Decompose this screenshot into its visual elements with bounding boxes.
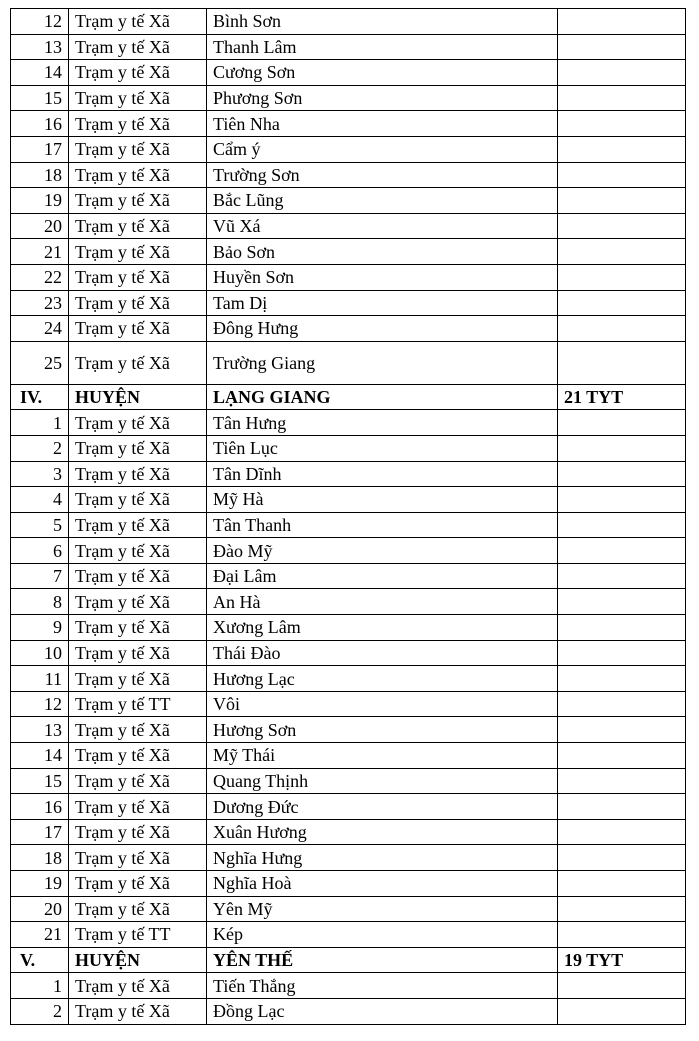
commune-name: Kép [207,922,558,948]
district-station-count: 21 TYT [558,384,686,410]
table-row [11,589,686,615]
row-number: 3 [11,461,69,487]
table-row [11,435,686,461]
table-body [11,9,686,1025]
row-number: 1 [11,973,69,999]
table-row [11,896,686,922]
row-number: 5 [11,512,69,538]
table-row [11,717,686,743]
empty-count-cell [558,896,686,922]
empty-count-cell [558,341,686,384]
commune-name: Trường Sơn [207,162,558,188]
table-row [11,264,686,290]
district-header-row [11,384,686,410]
commune-name: Xuân Hương [207,819,558,845]
table-row [11,316,686,342]
station-type: Trạm y tế Xã [69,640,207,666]
table-row [11,768,686,794]
station-type: Trạm y tế Xã [69,136,207,162]
commune-name: Thanh Lâm [207,34,558,60]
station-type: Trạm y tế Xã [69,563,207,589]
commune-name: Bình Sơn [207,9,558,35]
station-type: Trạm y tế Xã [69,410,207,436]
table-row [11,538,686,564]
empty-count-cell [558,487,686,513]
row-number: 25 [11,341,69,384]
commune-name: Tiên Nha [207,111,558,137]
row-number: 17 [11,136,69,162]
row-number: 18 [11,845,69,871]
empty-count-cell [558,973,686,999]
station-type: Trạm y tế Xã [69,60,207,86]
row-number: 19 [11,871,69,897]
commune-name: Dương Đức [207,794,558,820]
table-row [11,9,686,35]
station-type: Trạm y tế Xã [69,162,207,188]
empty-count-cell [558,9,686,35]
commune-name: Đại Lâm [207,563,558,589]
empty-count-cell [558,563,686,589]
row-number: 13 [11,717,69,743]
empty-count-cell [558,188,686,214]
table-row [11,290,686,316]
empty-count-cell [558,794,686,820]
row-number: 23 [11,290,69,316]
commune-name: Phương Sơn [207,85,558,111]
commune-name: Bắc Lũng [207,188,558,214]
empty-count-cell [558,85,686,111]
table-row [11,563,686,589]
district-number: IV. [11,384,69,410]
row-number: 7 [11,563,69,589]
district-station-count: 19 TYT [558,947,686,973]
station-type: Trạm y tế Xã [69,538,207,564]
row-number: 13 [11,34,69,60]
station-type: Trạm y tế Xã [69,896,207,922]
table-row [11,111,686,137]
table-row [11,743,686,769]
commune-name: Đào Mỹ [207,538,558,564]
row-number: 2 [11,998,69,1024]
table-row [11,461,686,487]
empty-count-cell [558,213,686,239]
table-row [11,794,686,820]
empty-count-cell [558,717,686,743]
station-type: Trạm y tế Xã [69,589,207,615]
table-row [11,85,686,111]
row-number: 6 [11,538,69,564]
station-type: Trạm y tế Xã [69,34,207,60]
table-row [11,640,686,666]
commune-name: Cẩm ý [207,136,558,162]
station-type: Trạm y tế Xã [69,435,207,461]
row-number: 18 [11,162,69,188]
table-row [11,691,686,717]
empty-count-cell [558,136,686,162]
station-type: Trạm y tế Xã [69,743,207,769]
table-row [11,512,686,538]
table-row [11,615,686,641]
empty-count-cell [558,239,686,265]
district-name: YÊN THẾ [207,947,558,973]
commune-name: Huyền Sơn [207,264,558,290]
station-type: Trạm y tế Xã [69,9,207,35]
empty-count-cell [558,615,686,641]
station-type: Trạm y tế Xã [69,188,207,214]
empty-count-cell [558,666,686,692]
row-number: 2 [11,435,69,461]
commune-name: Đồng Lạc [207,998,558,1024]
empty-count-cell [558,512,686,538]
row-number: 8 [11,589,69,615]
empty-count-cell [558,538,686,564]
commune-name: Tiến Thắng [207,973,558,999]
table-row [11,60,686,86]
commune-name: Quang Thịnh [207,768,558,794]
station-type: Trạm y tế TT [69,691,207,717]
commune-name: Tân Hưng [207,410,558,436]
commune-name: Hương Lạc [207,666,558,692]
station-type: Trạm y tế Xã [69,973,207,999]
empty-count-cell [558,264,686,290]
commune-name: Thái Đào [207,640,558,666]
health-station-table [10,8,686,1025]
table-row [11,666,686,692]
empty-count-cell [558,111,686,137]
row-number: 20 [11,213,69,239]
row-number: 14 [11,60,69,86]
row-number: 15 [11,85,69,111]
commune-name: Cương Sơn [207,60,558,86]
district-label: HUYỆN [69,947,207,973]
station-type: Trạm y tế Xã [69,819,207,845]
station-type: Trạm y tế Xã [69,461,207,487]
table-row [11,34,686,60]
empty-count-cell [558,819,686,845]
station-type: Trạm y tế Xã [69,487,207,513]
station-type: Trạm y tế Xã [69,512,207,538]
empty-count-cell [558,316,686,342]
row-number: 20 [11,896,69,922]
station-type: Trạm y tế Xã [69,239,207,265]
table-row [11,188,686,214]
empty-count-cell [558,589,686,615]
commune-name: Nghĩa Hoà [207,871,558,897]
table-row [11,871,686,897]
table-row [11,162,686,188]
commune-name: Tân Dĩnh [207,461,558,487]
commune-name: Nghĩa Hưng [207,845,558,871]
table-row [11,239,686,265]
station-type: Trạm y tế Xã [69,768,207,794]
empty-count-cell [558,461,686,487]
station-type: Trạm y tế Xã [69,666,207,692]
station-type: Trạm y tế Xã [69,871,207,897]
station-type: Trạm y tế Xã [69,111,207,137]
table-row [11,487,686,513]
commune-name: Đông Hưng [207,316,558,342]
station-type: Trạm y tế Xã [69,845,207,871]
row-number: 24 [11,316,69,342]
station-type: Trạm y tế Xã [69,85,207,111]
row-number: 9 [11,615,69,641]
commune-name: Xương Lâm [207,615,558,641]
row-number: 10 [11,640,69,666]
table-row [11,922,686,948]
row-number: 19 [11,188,69,214]
station-type: Trạm y tế Xã [69,615,207,641]
commune-name: Tam Dị [207,290,558,316]
table-row [11,973,686,999]
station-type: Trạm y tế TT [69,922,207,948]
commune-name: Tân Thanh [207,512,558,538]
row-number: 17 [11,819,69,845]
row-number: 21 [11,922,69,948]
empty-count-cell [558,998,686,1024]
empty-count-cell [558,743,686,769]
table-row [11,845,686,871]
row-number: 16 [11,111,69,137]
row-number: 21 [11,239,69,265]
commune-name: Tiên Lục [207,435,558,461]
station-type: Trạm y tế Xã [69,264,207,290]
table-row [11,410,686,436]
row-number: 12 [11,691,69,717]
empty-count-cell [558,162,686,188]
station-type: Trạm y tế Xã [69,717,207,743]
empty-count-cell [558,34,686,60]
table-row [11,136,686,162]
table-row [11,819,686,845]
district-name: LẠNG GIANG [207,384,558,410]
row-number: 11 [11,666,69,692]
row-number: 15 [11,768,69,794]
commune-name: Hương Sơn [207,717,558,743]
commune-name: An Hà [207,589,558,615]
commune-name: Vũ Xá [207,213,558,239]
station-type: Trạm y tế Xã [69,290,207,316]
empty-count-cell [558,871,686,897]
station-type: Trạm y tế Xã [69,213,207,239]
row-number: 4 [11,487,69,513]
station-type: Trạm y tế Xã [69,316,207,342]
district-number: V. [11,947,69,973]
empty-count-cell [558,60,686,86]
station-type: Trạm y tế Xã [69,794,207,820]
empty-count-cell [558,290,686,316]
row-number: 22 [11,264,69,290]
table-row [11,213,686,239]
row-number: 12 [11,9,69,35]
commune-name: Mỹ Hà [207,487,558,513]
row-number: 1 [11,410,69,436]
commune-name: Yên Mỹ [207,896,558,922]
commune-name: Trường Giang [207,341,558,384]
row-number: 16 [11,794,69,820]
empty-count-cell [558,410,686,436]
commune-name: Bảo Sơn [207,239,558,265]
station-type: Trạm y tế Xã [69,998,207,1024]
empty-count-cell [558,640,686,666]
station-type: Trạm y tế Xã [69,341,207,384]
commune-name: Mỹ Thái [207,743,558,769]
commune-name: Vôi [207,691,558,717]
empty-count-cell [558,845,686,871]
district-header-row [11,947,686,973]
table-row [11,998,686,1024]
table-row [11,341,686,384]
empty-count-cell [558,922,686,948]
empty-count-cell [558,435,686,461]
empty-count-cell [558,691,686,717]
district-label: HUYỆN [69,384,207,410]
row-number: 14 [11,743,69,769]
empty-count-cell [558,768,686,794]
